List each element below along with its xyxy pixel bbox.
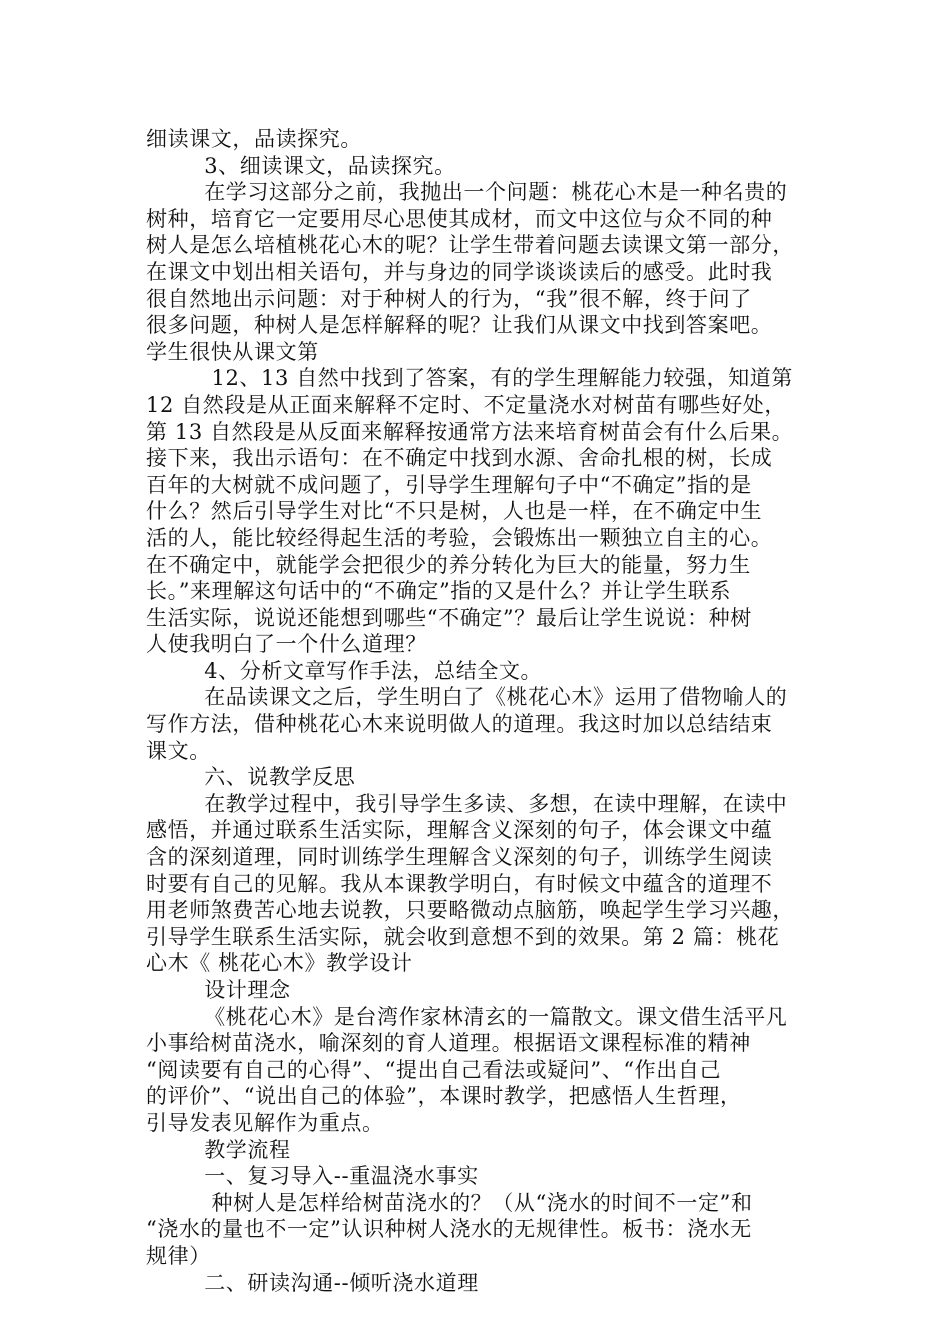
text-line: 3、细读课文，品读探究。	[146, 153, 456, 178]
text-line: 教学流程	[146, 1137, 291, 1162]
text-line: 4、分析文章写作手法，总结全文。	[146, 658, 543, 683]
text-line: 六、说教学反思	[146, 765, 356, 790]
text-line: 什么？然后引导学生对比“不只是树，人也是一样，在不确定中生	[146, 499, 763, 524]
text-line: 写作方法，借种桃花心木来说明做人的道理。我这时加以总结结束	[146, 712, 773, 737]
text-line: 设计理念	[146, 978, 291, 1002]
text-line: 规律）	[146, 1243, 211, 1268]
text-line: 在教学过程中，我引导学生多读、多想，在读中理解，在读中	[146, 791, 788, 816]
text-line: “阅读要有自己的心得”、“提出自己看法或疑问”、“作出自己	[146, 1057, 722, 1082]
text-line: 活的人，能比较经得起生活的考验，会锻炼出一颗独立自主的心。	[146, 525, 773, 550]
text-line: 在不确定中，就能学会把很少的养分转化为巨大的能量，努力生	[146, 552, 751, 577]
text-line: 很多问题，种树人是怎样解释的呢？让我们从课文中找到答案吧。	[146, 313, 773, 338]
text-line: 小事给树苗浇水，喻深刻的育人道理。根据语文课程标准的精神	[146, 1031, 751, 1056]
text-line: 在课文中划出相关语句，并与身边的同学谈谈读后的感受。此时我	[146, 259, 773, 284]
text-line: 心木《 桃花心木》教学设计	[146, 951, 413, 976]
text-line: 12 自然段是从正面来解释不定时、不定量浇水对树苗有哪些好处，	[146, 392, 786, 417]
text-line: 二、研读沟通--倾听浇水道理	[146, 1270, 479, 1295]
text-line: 引导发表见解作为重点。	[146, 1110, 384, 1135]
text-line: 树种，培育它一定要用尽心思使其成材，而文中这位与众不同的种	[146, 206, 773, 231]
text-line: 树人是怎么培植桃花心木的呢？让学生带着问题去读课文第一部分，	[146, 233, 794, 258]
text-line: 时要有自己的见解。我从本课教学明白，有时候文中蕴含的道理不	[146, 871, 773, 896]
text-line: 接下来，我出示语句：在不确定中找到水源、舍命扎根的树，长成	[146, 446, 773, 471]
text-line: 百年的大树就不成问题了，引导学生理解句子中“不确定”指的是	[146, 472, 752, 497]
text-line: 含的深刻道理，同时训练学生理解含义深刻的句子，训练学生阅读	[146, 845, 773, 870]
text-line: 在学习这部分之前，我抛出一个问题：桃花心木是一种名贵的	[146, 180, 788, 205]
text-line: 《桃花心木》是台湾作家林清玄的一篇散文。课文借生活平凡	[146, 1004, 788, 1029]
text-line: 一、复习导入--重温浇水事实	[146, 1164, 479, 1189]
text-line: 细读课文，品读探究。	[146, 127, 362, 151]
text-line: 生活实际，说说还能想到哪些“不确定”？最后让学生说说：种树	[146, 605, 752, 630]
text-line: “浇水的量也不一定”认识种树人浇水的无规律性。板书：浇水无	[146, 1217, 752, 1242]
text-line: 长。”来理解这句话中的“不确定”指的又是什么？并让学生联系	[146, 579, 732, 604]
text-line: 引导学生联系生活实际，就会收到意想不到的效果。第 2 篇：桃花	[146, 924, 780, 949]
text-line: 很自然地出示问题：对于种树人的行为，“我”很不解，终于问了	[146, 286, 752, 311]
text-line: 课文。	[146, 738, 211, 763]
text-line: 12、13 自然中找到了答案，有的学生理解能力较强，知道第	[146, 366, 793, 391]
text-line: 的评价”、“说出自己的体验”，本课时教学，把感悟人生哲理，	[146, 1084, 742, 1109]
text-line: 第 13 自然段是从反面来解释按通常方法来培育树苗会有什么后果。	[146, 419, 794, 444]
text-line: 用老师煞费苦心地去说教，只要略微动点脑筋，唤起学生学习兴趣，	[146, 898, 794, 923]
text-line: 在品读课文之后，学生明白了《桃花心木》运用了借物喻人的	[146, 685, 788, 710]
body-text	[146, 126, 826, 1296]
text-line: 种树人是怎样给树苗浇水的？（从“浇水的时间不一定”和	[146, 1190, 753, 1215]
text-line: 感悟，并通过联系生活实际，理解含义深刻的句子，体会课文中蕴	[146, 818, 773, 843]
text-line: 人使我明白了一个什么道理？	[146, 632, 427, 657]
text-line: 学生很快从课文第	[146, 339, 319, 364]
